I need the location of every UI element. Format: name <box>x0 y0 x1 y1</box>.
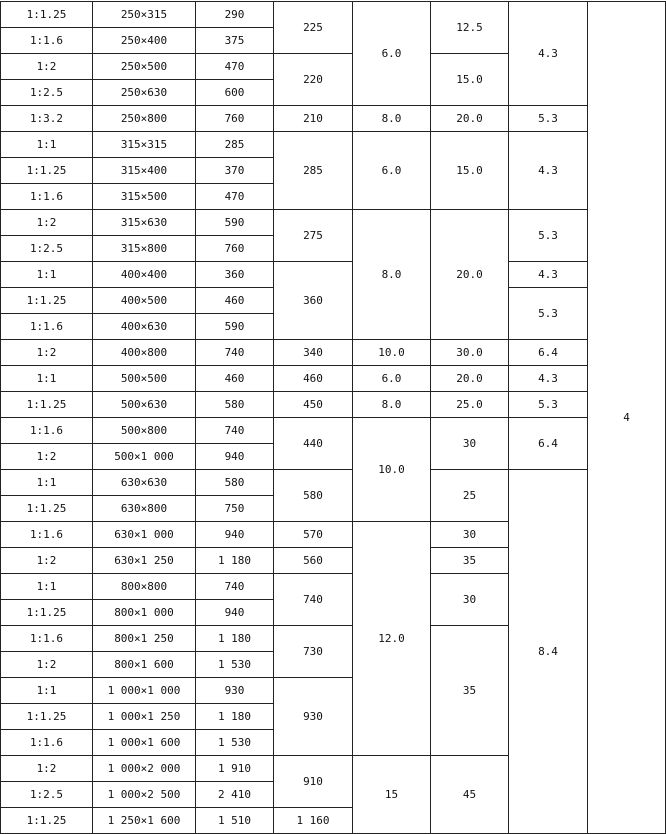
table-row <box>1 470 666 496</box>
table-cell: 375 <box>196 28 274 54</box>
table-cell: 1:1.25 <box>1 392 93 418</box>
table-cell: 5.3 <box>509 106 588 132</box>
table-cell: 1:1.25 <box>1 2 93 28</box>
table-cell: 1:2.5 <box>1 782 93 808</box>
table-cell: 1:2 <box>1 548 93 574</box>
table-cell: 15 <box>353 756 431 834</box>
table-cell: 580 <box>274 470 353 522</box>
table-cell: 220 <box>274 54 353 106</box>
table-cell: 800×1 000 <box>93 600 196 626</box>
table-cell: 740 <box>196 574 274 600</box>
table-cell: 760 <box>196 106 274 132</box>
table-cell: 930 <box>196 678 274 704</box>
table-cell: 1:1 <box>1 678 93 704</box>
table-cell: 1:2.5 <box>1 236 93 262</box>
table-cell: 630×630 <box>93 470 196 496</box>
table-cell: 250×630 <box>93 80 196 106</box>
table-cell: 940 <box>196 522 274 548</box>
table-cell: 1 250×1 600 <box>93 808 196 834</box>
table-cell: 20.0 <box>431 106 509 132</box>
table-cell: 730 <box>274 626 353 678</box>
table-cell: 590 <box>196 210 274 236</box>
table-cell: 25.0 <box>431 392 509 418</box>
table-cell: 1:1.6 <box>1 418 93 444</box>
table-cell: 1 530 <box>196 730 274 756</box>
table-cell: 1:1 <box>1 262 93 288</box>
table-cell: 570 <box>274 522 353 548</box>
table-cell: 930 <box>274 678 353 756</box>
table-cell: 12.0 <box>353 522 431 756</box>
table-cell: 1 000×2 000 <box>93 756 196 782</box>
table-cell: 400×800 <box>93 340 196 366</box>
table-cell: 6.0 <box>353 132 431 210</box>
table-cell: 225 <box>274 2 353 54</box>
table-cell: 1 000×2 500 <box>93 782 196 808</box>
table-cell: 1:1.6 <box>1 28 93 54</box>
table-cell: 1 180 <box>196 704 274 730</box>
table-cell: 1:1.25 <box>1 704 93 730</box>
table-cell: 15.0 <box>431 132 509 210</box>
table-cell: 500×630 <box>93 392 196 418</box>
table-cell: 750 <box>196 496 274 522</box>
table-cell: 30.0 <box>431 340 509 366</box>
table-cell: 25 <box>431 470 509 522</box>
table-cell: 20.0 <box>431 210 509 340</box>
table-cell: 6.0 <box>353 2 431 106</box>
table-cell: 370 <box>196 158 274 184</box>
table-cell: 275 <box>274 210 353 262</box>
table-cell: 30 <box>431 522 509 548</box>
table-cell: 940 <box>196 444 274 470</box>
table-cell: 30 <box>431 418 509 470</box>
table-cell: 1:2.5 <box>1 80 93 106</box>
table-cell: 315×630 <box>93 210 196 236</box>
table-cell: 360 <box>196 262 274 288</box>
table-cell: 1:1.6 <box>1 314 93 340</box>
table-row <box>1 106 666 132</box>
table-cell: 15.0 <box>431 54 509 106</box>
table-cell: 340 <box>274 340 353 366</box>
table-cell: 10.0 <box>353 340 431 366</box>
table-cell: 6.4 <box>509 418 588 470</box>
table-row <box>1 2 666 28</box>
table-cell: 250×800 <box>93 106 196 132</box>
table-cell: 1:1 <box>1 132 93 158</box>
table-cell: 630×1 000 <box>93 522 196 548</box>
table-cell: 1:1.25 <box>1 288 93 314</box>
table-cell: 1:3.2 <box>1 106 93 132</box>
table-cell: 460 <box>196 366 274 392</box>
table-cell: 460 <box>196 288 274 314</box>
table-cell: 450 <box>274 392 353 418</box>
table-cell: 10.0 <box>353 418 431 522</box>
table-cell: 400×500 <box>93 288 196 314</box>
table-cell: 1 530 <box>196 652 274 678</box>
table-cell: 1 160 <box>274 808 353 834</box>
table-cell: 1 000×1 600 <box>93 730 196 756</box>
table-row <box>1 366 666 392</box>
table-cell: 1:1 <box>1 470 93 496</box>
spec-table <box>0 1 666 834</box>
table-cell: 210 <box>274 106 353 132</box>
table-cell: 360 <box>274 262 353 340</box>
table-cell: 4.3 <box>509 132 588 210</box>
table-row <box>1 340 666 366</box>
table-cell: 910 <box>274 756 353 808</box>
table-cell: 8.0 <box>353 392 431 418</box>
table-cell: 500×800 <box>93 418 196 444</box>
table-cell: 1:1.25 <box>1 600 93 626</box>
table-cell: 6.0 <box>353 366 431 392</box>
table-cell: 4.3 <box>509 2 588 106</box>
table-row <box>1 262 666 288</box>
table-cell: 2 410 <box>196 782 274 808</box>
table-cell: 8.4 <box>509 470 588 834</box>
table-cell: 1:1.6 <box>1 730 93 756</box>
table-cell: 800×1 600 <box>93 652 196 678</box>
table-cell: 5.3 <box>509 288 588 340</box>
table-cell: 1:1.6 <box>1 522 93 548</box>
table-cell: 1:2 <box>1 444 93 470</box>
table-cell: 1 180 <box>196 548 274 574</box>
table-cell: 285 <box>274 132 353 210</box>
table-cell: 1:1 <box>1 366 93 392</box>
table-cell: 1 000×1 250 <box>93 704 196 730</box>
table-cell: 1:1 <box>1 574 93 600</box>
table-cell: 630×1 250 <box>93 548 196 574</box>
table-cell: 1 180 <box>196 626 274 652</box>
table-cell: 590 <box>196 314 274 340</box>
table-cell: 1:1.25 <box>1 808 93 834</box>
table-row <box>1 418 666 444</box>
table-cell: 400×630 <box>93 314 196 340</box>
table-cell: 1:1.6 <box>1 626 93 652</box>
table-cell: 285 <box>196 132 274 158</box>
table-cell: 800×1 250 <box>93 626 196 652</box>
table-cell: 315×500 <box>93 184 196 210</box>
table-cell: 250×400 <box>93 28 196 54</box>
table-cell: 30 <box>431 574 509 626</box>
table-cell: 740 <box>196 418 274 444</box>
table-cell: 12.5 <box>431 2 509 54</box>
table-cell: 1:2 <box>1 54 93 80</box>
table-cell: 740 <box>274 574 353 626</box>
table-cell: 250×500 <box>93 54 196 80</box>
table-cell: 315×400 <box>93 158 196 184</box>
table-cell: 4.3 <box>509 262 588 288</box>
table-cell: 560 <box>274 548 353 574</box>
table-cell: 4 <box>588 2 666 834</box>
table-cell: 45 <box>431 756 509 834</box>
table-cell: 580 <box>196 470 274 496</box>
table-cell: 470 <box>196 54 274 80</box>
table-cell: 1:2 <box>1 210 93 236</box>
table-cell: 1:1.25 <box>1 496 93 522</box>
table-cell: 940 <box>196 600 274 626</box>
table-row <box>1 210 666 236</box>
table-cell: 580 <box>196 392 274 418</box>
table-cell: 460 <box>274 366 353 392</box>
table-cell: 5.3 <box>509 392 588 418</box>
table-cell: 35 <box>431 626 509 756</box>
table-cell: 1 510 <box>196 808 274 834</box>
table-cell: 630×800 <box>93 496 196 522</box>
table-cell: 1:2 <box>1 652 93 678</box>
table-cell: 290 <box>196 2 274 28</box>
table-cell: 1:1.25 <box>1 158 93 184</box>
table-cell: 600 <box>196 80 274 106</box>
table-cell: 20.0 <box>431 366 509 392</box>
table-cell: 500×500 <box>93 366 196 392</box>
table-cell: 1:2 <box>1 340 93 366</box>
table-cell: 440 <box>274 418 353 470</box>
table-cell: 315×800 <box>93 236 196 262</box>
table-cell: 4.3 <box>509 366 588 392</box>
table-cell: 5.3 <box>509 210 588 262</box>
table-row <box>1 392 666 418</box>
table-cell: 1 910 <box>196 756 274 782</box>
table-cell: 35 <box>431 548 509 574</box>
table-cell: 760 <box>196 236 274 262</box>
table-cell: 400×400 <box>93 262 196 288</box>
table-cell: 800×800 <box>93 574 196 600</box>
table-cell: 1 000×1 000 <box>93 678 196 704</box>
table-cell: 740 <box>196 340 274 366</box>
table-cell: 8.0 <box>353 210 431 340</box>
table-cell: 315×315 <box>93 132 196 158</box>
table-cell: 6.4 <box>509 340 588 366</box>
table-cell: 1:2 <box>1 756 93 782</box>
table-cell: 500×1 000 <box>93 444 196 470</box>
table-cell: 8.0 <box>353 106 431 132</box>
table-row <box>1 132 666 158</box>
table-cell: 250×315 <box>93 2 196 28</box>
table-cell: 470 <box>196 184 274 210</box>
table-cell: 1:1.6 <box>1 184 93 210</box>
